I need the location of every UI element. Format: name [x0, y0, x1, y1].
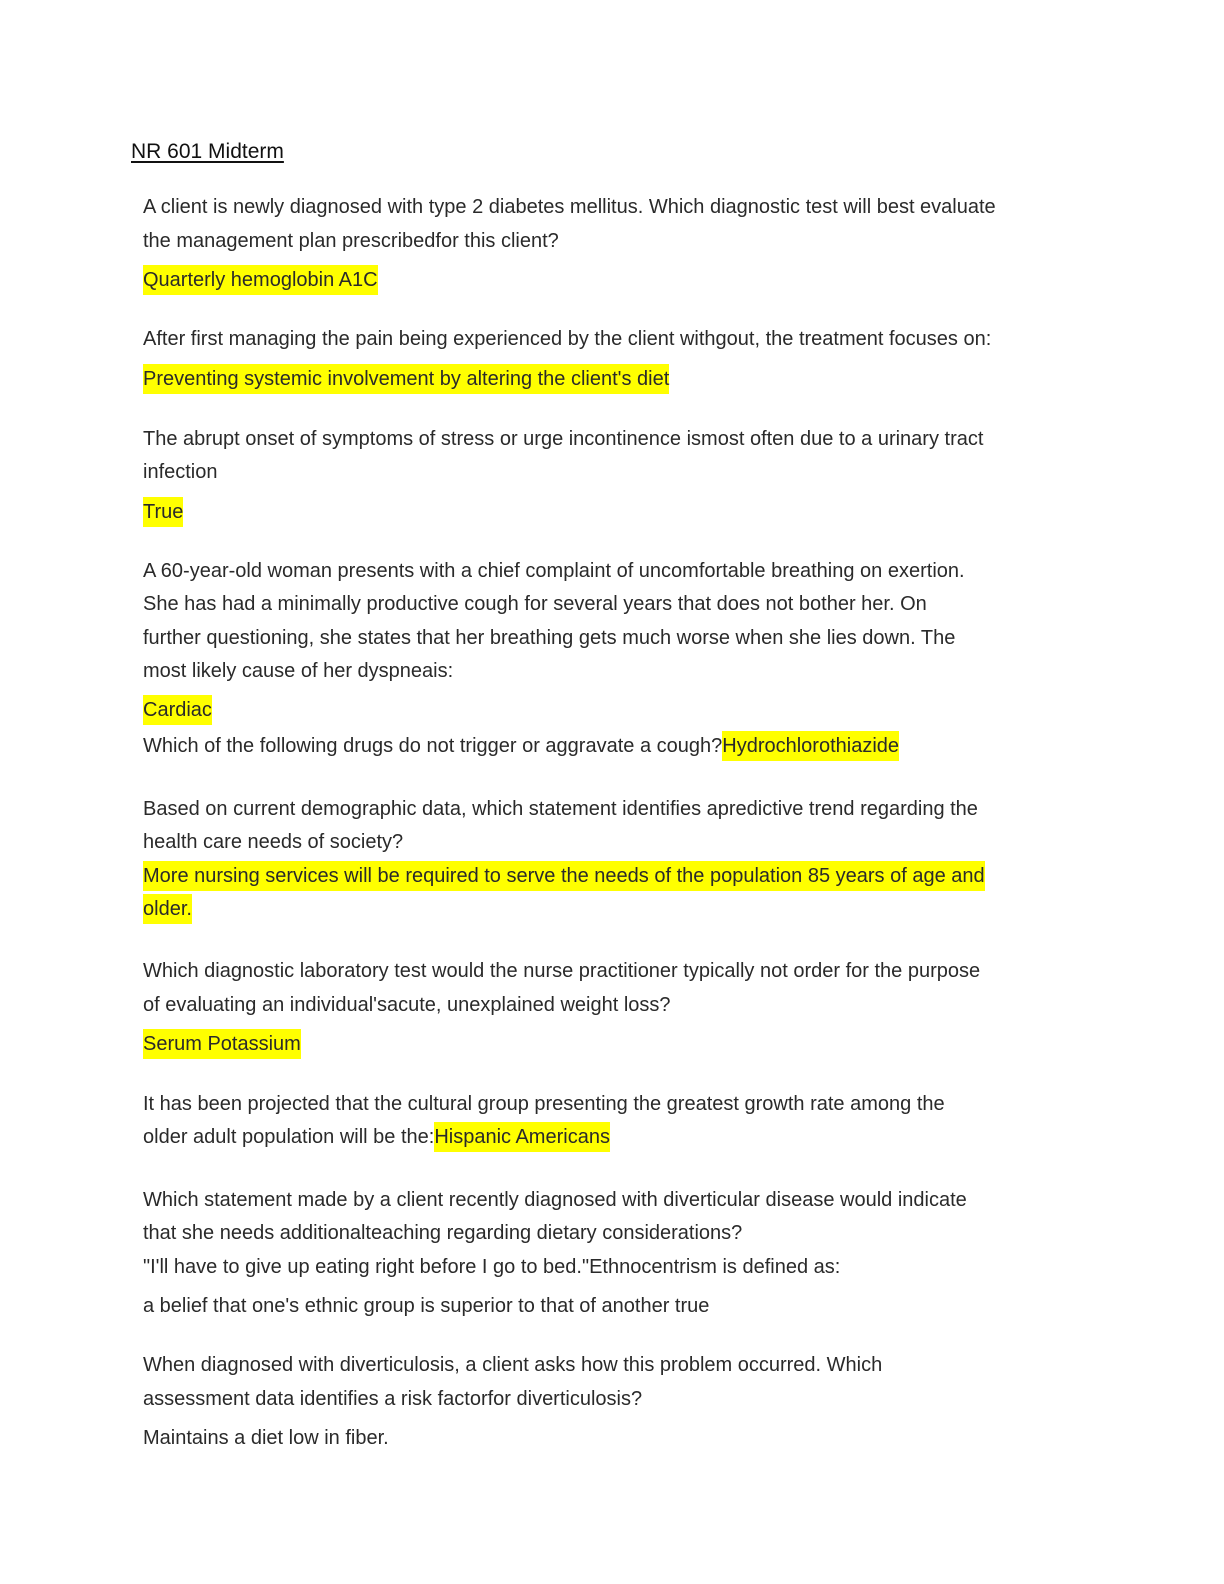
- question-text: "I'll have to give up eating right before I go to bed."Ethnocentrism is defined as:: [143, 1256, 841, 1278]
- question-text: Which diagnostic laboratory test would the nurse practitioner typically not order for the purpose: [143, 960, 981, 982]
- question-text: infection: [143, 461, 218, 483]
- answer-text: [143, 863, 985, 889]
- question-text: a belief that one's ethnic group is superior to that of another true: [143, 1295, 710, 1317]
- question-text: assessment data identifies a risk factorfor diverticulosis?: [143, 1388, 643, 1410]
- answer-text: [143, 1031, 301, 1057]
- answer-highlight: Serum Potassium: [143, 1029, 301, 1059]
- answer-text: [143, 366, 669, 392]
- answer-highlight: older.: [143, 894, 192, 924]
- question-text: It has been projected that the cultural group presenting the greatest growth rate among the: [143, 1093, 945, 1115]
- answer-highlight: Hydrochlorothiazide: [722, 731, 899, 761]
- answer-text: Maintains a diet low in fiber.: [143, 1427, 389, 1449]
- answer-highlight: Quarterly hemoglobin A1C: [143, 265, 378, 295]
- question-text: Which of the following drugs do not trigger or aggravate a cough?: [143, 735, 723, 757]
- answer-text: [143, 499, 183, 525]
- answer-highlight: Cardiac: [143, 695, 212, 725]
- question-text: A client is newly diagnosed with type 2 diabetes mellitus. Which diagnostic test will best evaluate: [143, 196, 996, 218]
- question-text: that she needs additionalteaching regarding dietary considerations?: [143, 1222, 743, 1244]
- answer-highlight: True: [143, 497, 183, 527]
- question-text: She has had a minimally productive cough for several years that does not bother her. On: [143, 593, 927, 615]
- question-text: The abrupt onset of symptoms of stress or urge incontinence ismost often due to a urinary tract: [143, 428, 984, 450]
- question-text: of evaluating an individual'sacute, unexplained weight loss?: [143, 994, 671, 1016]
- question-answer-line: [143, 733, 899, 759]
- answer-text: [143, 896, 192, 922]
- answer-highlight: Preventing systemic involvement by altering the client's diet: [143, 364, 669, 394]
- question-text: most likely cause of her dyspneais:: [143, 660, 454, 682]
- answer-highlight: Hispanic Americans: [434, 1122, 610, 1152]
- question-text: A 60-year-old woman presents with a chief complaint of uncomfortable breathing on exertion.: [143, 560, 965, 582]
- question-answer-line: [143, 1124, 610, 1150]
- question-text: older adult population will be the:: [143, 1126, 435, 1148]
- question-text: After first managing the pain being experienced by the client withgout, the treatment focuses on:: [143, 328, 992, 350]
- question-text: Which statement made by a client recently diagnosed with diverticular disease would indicate: [143, 1189, 967, 1211]
- answer-highlight: More nursing services will be required to serve the needs of the population 85 years of age and: [143, 861, 985, 891]
- question-text: health care needs of society?: [143, 831, 404, 853]
- answer-text: [143, 267, 378, 293]
- question-text: When diagnosed with diverticulosis, a client asks how this problem occurred. Which: [143, 1354, 883, 1376]
- question-text: Based on current demographic data, which statement identifies apredictive trend regarding the: [143, 798, 978, 820]
- question-text: further questioning, she states that her breathing gets much worse when she lies down. The: [143, 627, 956, 649]
- question-text: the management plan prescribedfor this client?: [143, 230, 559, 252]
- answer-text: [143, 697, 212, 723]
- document-title: NR 601 Midterm: [131, 140, 284, 163]
